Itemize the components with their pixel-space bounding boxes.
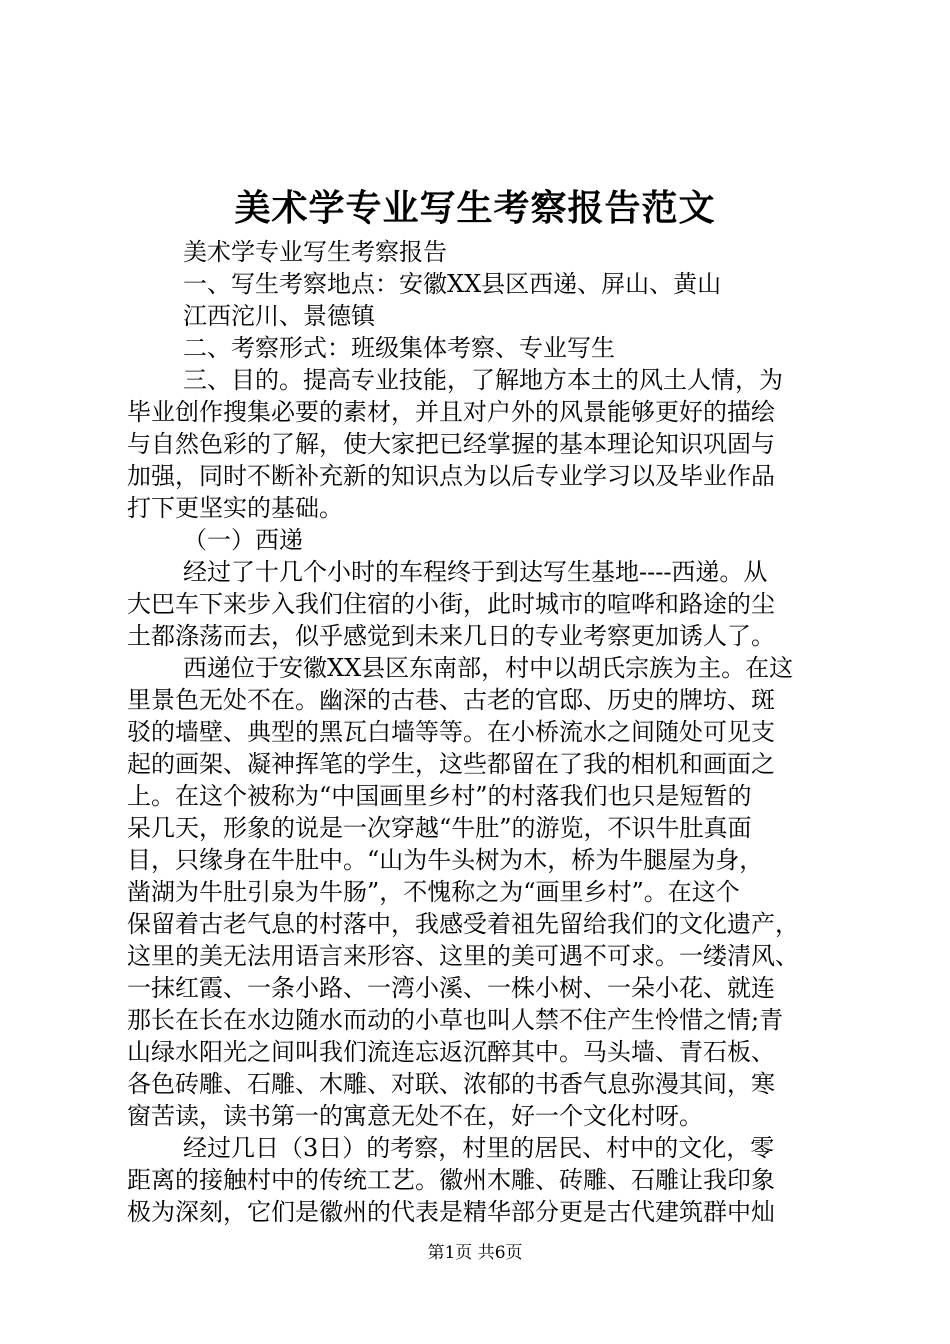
section-heading-line: （一）西递 [183,526,303,554]
text-line: 毕业创作搜集必要的素材，并且对户外的风景能够更好的描绘 [127,398,775,426]
text-line: 大巴车下来步入我们住宿的小街，此时城市的喧哗和路途的尘 [127,590,775,618]
text-line: 里景色无处不在。幽深的古巷、古老的官邸、历史的牌坊、斑 [127,686,775,714]
text-line: 上。在这个被称为“中国画里乡村”的村落我们也只是短暂的 [127,782,752,810]
text-line: 经过几日（3日）的考察，村里的居民、村中的文化，零 [183,1134,775,1162]
text-line: 一抹红霞、一条小路、一湾小溪、一株小树、一朵小花、就连 [127,974,775,1002]
text-line: 极为深刻，它们是徽州的代表是精华部分更是古代建筑群中灿 [127,1198,775,1226]
text-line: 这里的美无法用语言来形容、这里的美可遇不可求。一缕清风、 [127,942,799,970]
text-line: 土都涤荡而去，似乎感觉到未来几日的专业考察更加诱人了。 [127,622,775,650]
text-line: 目，只缘身在牛肚中。“山为牛头树为木，桥为牛腿屋为身， [127,846,764,874]
text-line: 江西沱川、景德镇 [183,302,375,330]
text-line: 山绿水阳光之间叫我们流连忘返沉醉其中。马头墙、青石板、 [127,1038,775,1066]
text-line: 驳的墙壁、典型的黑瓦白墙等等。在小桥流水之间随处可见支 [127,718,775,746]
text-line: 呆几天，形象的说是一次穿越“牛肚”的游览，不识牛肚真面 [127,814,752,842]
text-line: 加强，同时不断补充新的知识点为以后专业学习以及毕业作品 [127,462,775,490]
text-line: 二、考察形式：班级集体考察、专业写生 [183,334,615,362]
text-line: 经过了十几个小时的车程终于到达写生基地----西递。从 [183,558,768,586]
text-line: 打下更坚实的基础。 [127,494,343,522]
text-line: 三、目的。提高专业技能，了解地方本土的风土人情，为 [183,366,783,394]
page-footer: 第1页 共6页 [427,1243,523,1263]
text-line: 那长在长在水边随水而动的小草也叫人禁不住产生怜惜之情;青 [127,1006,784,1034]
document-title: 美术学专业写生考察报告范文 [234,187,716,229]
text-line: 与自然色彩的了解，使大家把已经掌握的基本理论知识巩固与 [127,430,775,458]
report-heading-line: 美术学专业写生考察报告 [183,238,447,266]
text-line: 各色砖雕、石雕、木雕、对联、浓郁的书香气息弥漫其间，寒 [127,1070,775,1098]
text-line: 一、写生考察地点：安徽XX县区西递、屏山、黄山 [183,270,722,298]
text-line: 西递位于安徽XX县区东南部，村中以胡氏宗族为主。在这 [183,654,794,682]
text-line: 起的画架、凝神挥笔的学生，这些都留在了我的相机和画面之 [127,750,775,778]
text-line: 距离的接触村中的传统工艺。徽州木雕、砖雕、石雕让我印象 [127,1166,775,1194]
text-line: 凿湖为牛肚引泉为牛肠”，不愧称之为“画里乡村”。在这个 [127,878,740,906]
text-line: 保留着古老气息的村落中，我感受着祖先留给我们的文化遗产， [127,910,799,938]
document-body [127,236,827,1228]
text-line: 窗苦读，读书第一的寓意无处不在，好一个文化村呀。 [127,1102,703,1130]
